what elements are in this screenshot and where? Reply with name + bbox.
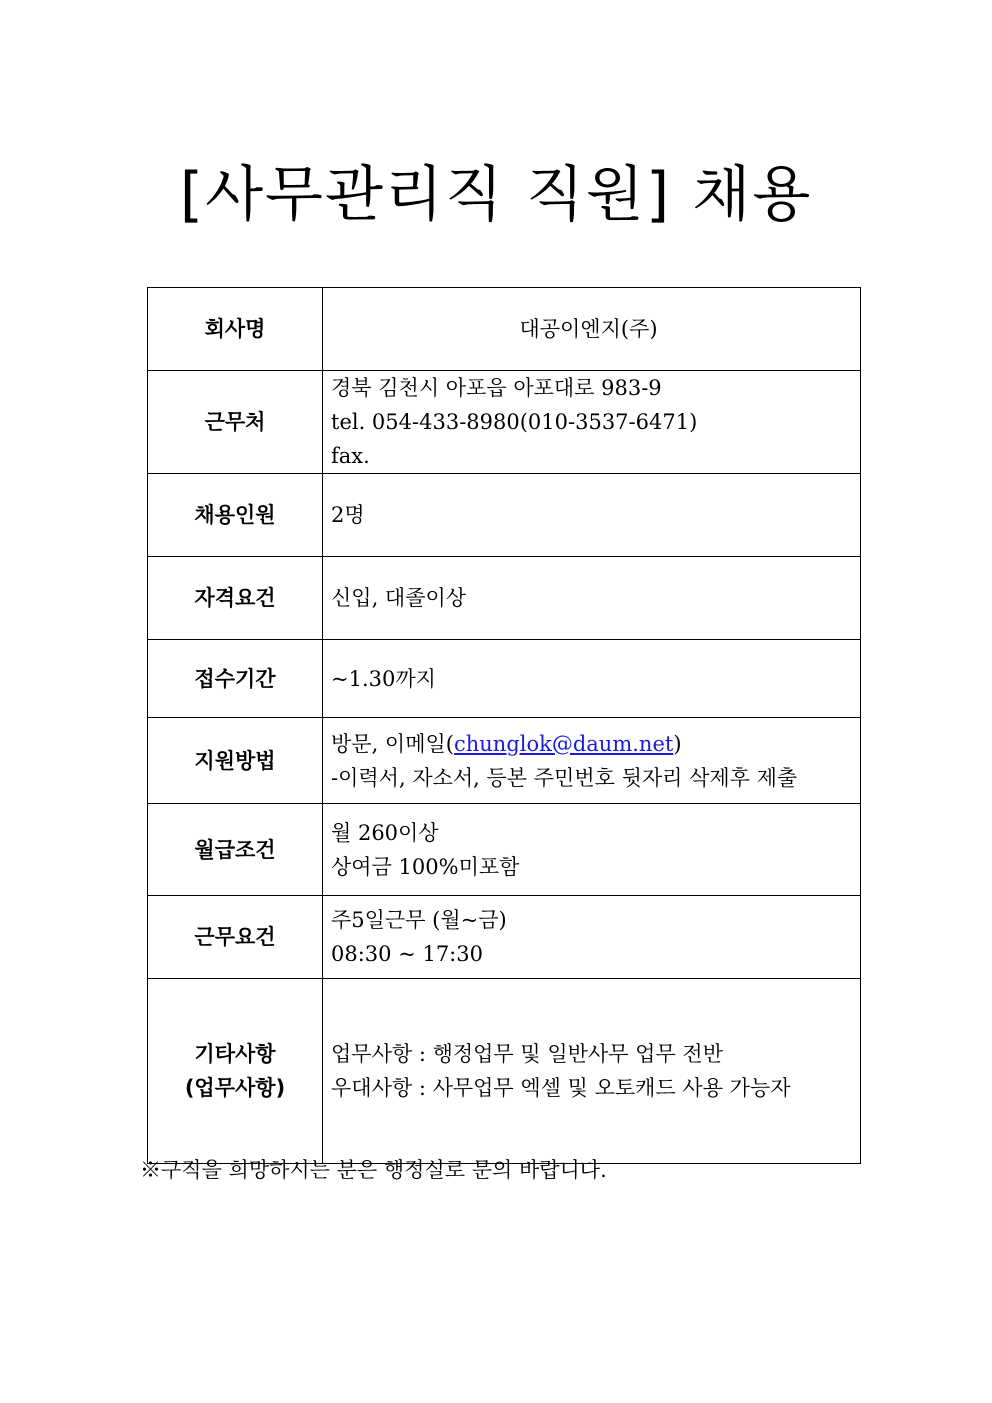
other-line-1: 업무사항 : 행정업무 및 일반사무 업무 전반: [331, 1042, 723, 1066]
hours-line-2: 08:30 ~ 17:30: [331, 942, 483, 966]
page-title: [사무관리직 직원] 채용: [179, 160, 813, 230]
table-row-headcount: [148, 474, 861, 557]
footer-note: ※구직을 희망하시는 분은 행정실로 문의 바랍니다.: [140, 1158, 607, 1182]
headcount-value: 2명: [323, 474, 861, 557]
table-row-apply: [148, 718, 861, 804]
period-label: 접수기간: [148, 640, 323, 718]
hours-label: 근무요건: [148, 896, 323, 979]
company-label: 회사명: [148, 288, 323, 371]
workplace-label: 근무처: [148, 371, 323, 474]
company-value: 대공이엔지(주): [323, 288, 861, 371]
other-label-line-2: (업무사항): [184, 1076, 286, 1100]
apply-documents: -이력서, 자소서, 등본 주민번호 뒷자리 삭제후 제출: [331, 765, 798, 790]
qualification-value: 신입, 대졸이상: [323, 557, 861, 640]
headcount-label: 채용인원: [148, 474, 323, 557]
salary-label: 월급조건: [148, 804, 323, 896]
other-line-2: 우대사항 : 사무업무 엑셀 및 오토캐드 사용 가능자: [331, 1076, 791, 1100]
job-info-table: [147, 287, 861, 1164]
apply-methods: [331, 727, 854, 761]
apply-methods-suffix: ): [673, 731, 682, 756]
email-link[interactable]: chunglok@daum.net: [453, 731, 674, 756]
other-value: [323, 979, 861, 1164]
table-row-company: [148, 288, 861, 371]
salary-line-2: 상여금 100%미포함: [331, 854, 520, 879]
hours-line-1: 주5일근무 (월~금): [331, 908, 507, 932]
apply-label: 지원방법: [148, 718, 323, 804]
other-label-line-1: 기타사항: [194, 1042, 276, 1066]
table-row-salary: [148, 804, 861, 896]
table-row-hours: [148, 896, 861, 979]
workplace-tel: tel. 054-433-8980(010-3537-6471): [331, 410, 698, 434]
table-row-workplace: [148, 371, 861, 474]
apply-value: [323, 718, 861, 804]
workplace-address: 경북 김천시 아포읍 아포대로 983-9: [331, 376, 662, 400]
table-row-period: [148, 640, 861, 718]
salary-line-1: 월 260이상: [331, 820, 439, 845]
qualification-label: 자격요건: [148, 557, 323, 640]
workplace-fax: fax.: [331, 444, 370, 468]
table-row-other: [148, 979, 861, 1164]
other-label: [148, 979, 323, 1164]
hours-value: [323, 896, 861, 979]
apply-methods-prefix: 방문, 이메일(: [331, 731, 454, 756]
salary-value: [323, 804, 861, 896]
table-row-qualification: [148, 557, 861, 640]
period-value: ~1.30까지: [323, 640, 861, 718]
workplace-value: [323, 371, 861, 474]
